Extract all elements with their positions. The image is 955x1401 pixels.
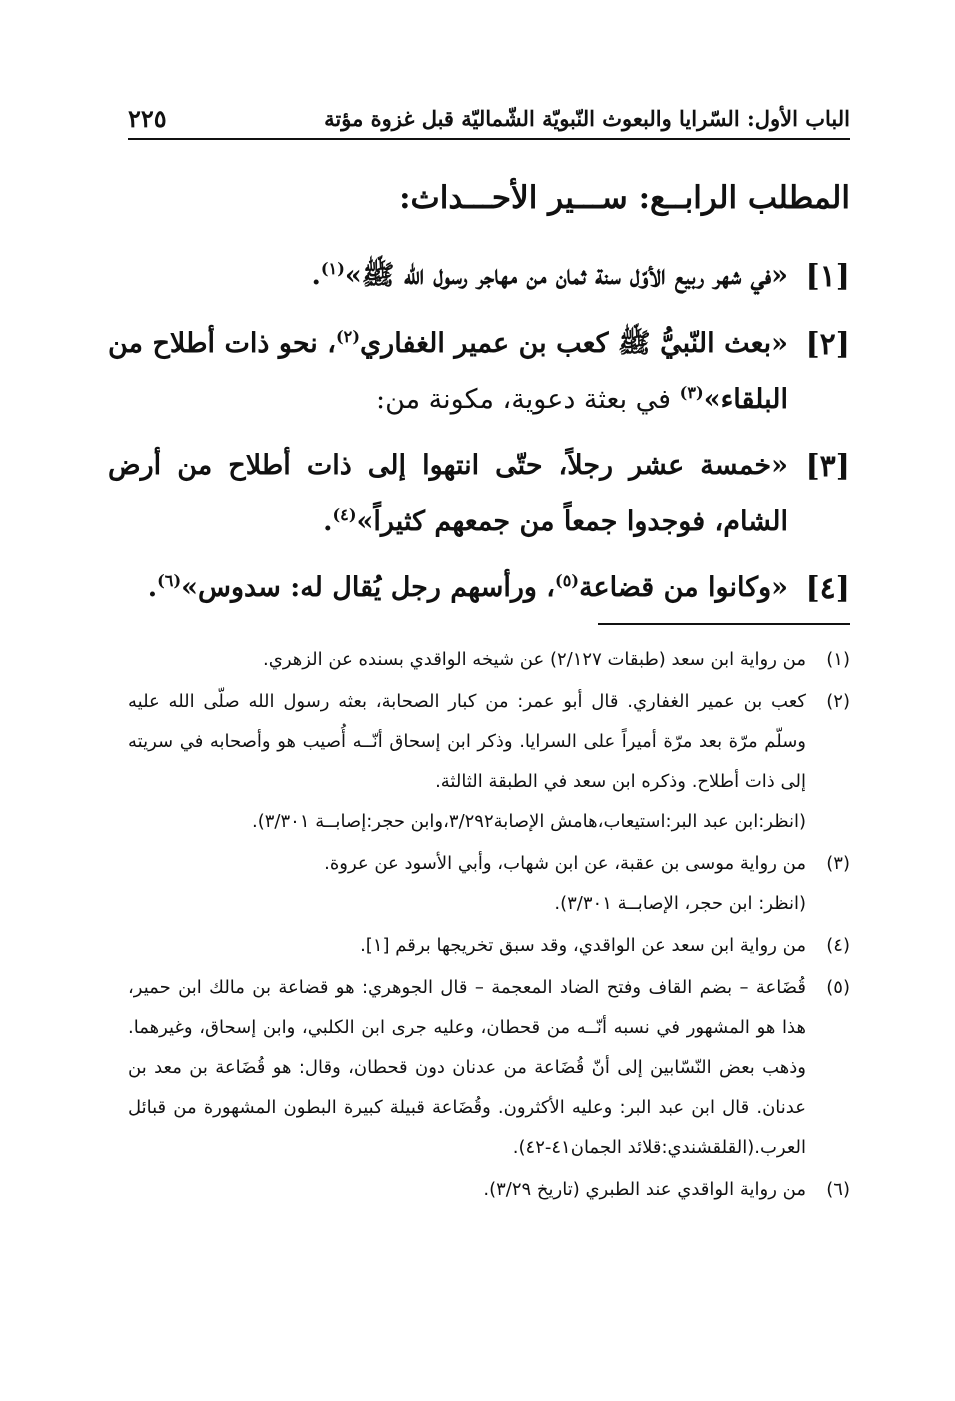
footnote-number: (١) <box>826 649 850 670</box>
event-number: [٢] <box>805 327 850 362</box>
footnote-text: من رواية موسى بن عقبة، عن ابن شهاب، وأبي الأسود عن عروة. <box>324 853 806 874</box>
event-text: «وكانوا من قضاعة$^{(٥)}$، ورأسهم رجل يُقال له: سدوس»$^{(٦)}$. <box>147 571 788 603</box>
event-item <box>108 248 850 306</box>
footnote-text: من رواية الواقدي عند الطبري (تاريخ ٣/٢٩). <box>483 1179 806 1200</box>
footnote <box>128 682 850 842</box>
event-item <box>108 438 850 550</box>
footnote-citation: (انظر: ابن حجر، الإصابــة ٣/٣٠١). <box>554 893 806 914</box>
footnote-text: قُضَاعة – بضم القاف وفتح الضاد المعجمة – قال الجوهري: هو قضاعة بن مالك ابن حمير، هذا هو المشهور في نسبه أنّــه من قحطان، وعليه جرى ابن الكلبي، وابن إسحاق، وغيرهما. وذهب بعض النّسّابين إلى أنّ قُضَاعة من عدنان دون قحطان، وقال: هو قُضَاعة بن معد بن عدنان. قال ابن عبد البر: وعليه الأكثرون. وقُضَاعة قبيلة كبيرة البطون المشهورة من قبائل العرب.(القلقشندي:قلائد الجمان٤١-٤٢). <box>128 977 806 1158</box>
footnote <box>128 640 850 680</box>
event-number: [٤] <box>805 571 850 606</box>
footnote-number: (٤) <box>826 935 850 956</box>
footnote <box>128 844 850 924</box>
footnote-body <box>128 844 806 924</box>
footnote-text: كعب بن عمير الغفاري. قال أبو عمر: من كبار الصحابة، بعثه رسول الله صلّى الله عليه وسلّم مرّة بعد مرّة أميراً على السرايا. وذكر ابن إسحاق أنّــه أُصيب هو وأصحابه في سريته إلى ذات أطلاح. وذكره ابن سعد في الطبقة الثالثة. <box>128 691 806 792</box>
event-item <box>108 560 850 618</box>
footnote <box>128 926 850 966</box>
footnote-body <box>128 682 806 842</box>
footnote-ref[interactable]: (٢) <box>336 327 361 346</box>
event-number: [١] <box>805 259 850 294</box>
footnote-ref[interactable]: (١) <box>320 259 345 278</box>
footnote-text: من رواية ابن سعد (طبقات ٢/١٢٧) عن شيخه الواقدي بسنده عن الزهري. <box>263 649 806 670</box>
footnote <box>128 1170 850 1210</box>
footnote-divider <box>598 623 850 625</box>
footnote-number: (٣) <box>826 853 850 874</box>
event-list <box>108 248 850 628</box>
event-item <box>108 316 850 428</box>
footnote-ref[interactable]: (٣) <box>679 383 704 402</box>
footnotes <box>128 640 850 1212</box>
event-text: «خمسة عشر رجلاً، حتّى انتهوا إلى ذات أطلاح من أرض الشام، فوجدوا جمعاً من جمعهم كثيراً»$^{(٤)}$. <box>108 450 788 537</box>
footnote-ref[interactable]: (٦) <box>157 571 182 590</box>
footnote-text: من رواية ابن سعد عن الواقدي، وقد سبق تخريجها برقم [١]. <box>360 935 806 956</box>
event-number: [٣] <box>805 449 850 484</box>
section-title: المطلب الرابــع: ســـير الأحـــداث: <box>399 180 850 216</box>
footnote-number: (٦) <box>826 1179 850 1200</box>
footnote-number: (٥) <box>826 977 850 998</box>
footnote-number: (٢) <box>826 691 850 712</box>
footnote-ref[interactable]: (٤) <box>332 505 357 524</box>
running-header <box>128 98 850 140</box>
footnote-ref[interactable]: (٥) <box>555 571 580 590</box>
chapter-title: الباب الأول: السّرايا والبعوث النّبويّة الشّماليّة قبل غزوة مؤتة <box>324 105 850 131</box>
footnote <box>128 968 850 1168</box>
event-text: «بعث النّبيُّ ﷺ كعب بن عمير الغفاري$^{(٢)}$، نحو ذات أطلاح من البلقاء»$^{(٣)}$ في بعثة دعوية، مكونة من: <box>108 327 788 415</box>
event-text: «في شهر ربيع الأوّل سنة ثمان من مهاجر رسول الله ﷺ»$^{(١)}$. <box>311 259 788 291</box>
footnote-citation: (انظر:ابن عبد البر:استيعاب،هامش الإصابة٣/٢٩٢،وابن حجر:إصابــة ٣/٣٠١). <box>252 811 806 832</box>
page-number: ٢٢٥ <box>128 103 167 133</box>
